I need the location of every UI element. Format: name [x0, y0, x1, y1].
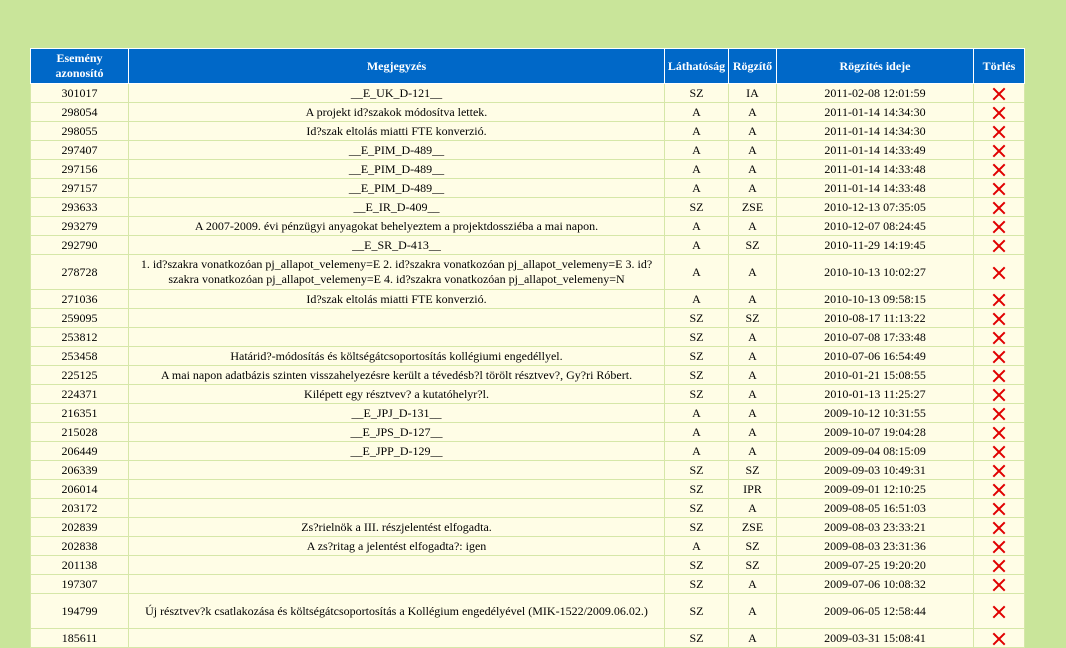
header-delete: Törlés [974, 49, 1025, 84]
cell-recorder: A [729, 255, 777, 290]
cell-visibility: A [665, 103, 729, 122]
table-row [31, 499, 1025, 518]
delete-cell [974, 198, 1025, 217]
cell-recorder: SZ [729, 556, 777, 575]
delete-cell [974, 629, 1025, 648]
table-row [31, 141, 1025, 160]
table-row [31, 103, 1025, 122]
delete-cell [974, 141, 1025, 160]
cell-recorded-time: 2009-06-05 12:58:44 [777, 594, 974, 629]
cell-event-id: 225125 [31, 366, 129, 385]
cell-recorded-time: 2009-10-12 10:31:55 [777, 404, 974, 423]
cell-recorded-time: 2010-08-17 11:13:22 [777, 309, 974, 328]
cell-recorder: A [729, 385, 777, 404]
delete-x-icon[interactable] [992, 266, 1006, 280]
cell-recorder: A [729, 347, 777, 366]
cell-note [129, 499, 665, 518]
cell-recorded-time: 2009-07-25 19:20:20 [777, 556, 974, 575]
delete-x-icon[interactable] [992, 605, 1006, 619]
cell-visibility: A [665, 442, 729, 461]
cell-note [129, 575, 665, 594]
cell-note: 1. id?szakra vonatkozóan pj_allapot_velemeny=E 2. id?szakra vonatkozóan pj_allapot_velemeny=E 3. id?szakra vonatkozóan pj_allapot_velemeny=E 4. id?szakra vonatkozóan pj_allapot_velemeny=N [129, 255, 665, 290]
cell-visibility: SZ [665, 84, 729, 103]
cell-visibility: SZ [665, 461, 729, 480]
cell-visibility: SZ [665, 366, 729, 385]
cell-event-id: 203172 [31, 499, 129, 518]
delete-cell [974, 347, 1025, 366]
cell-visibility: SZ [665, 575, 729, 594]
delete-cell [974, 179, 1025, 198]
delete-x-icon[interactable] [992, 350, 1006, 364]
table-row [31, 255, 1025, 290]
cell-note [129, 556, 665, 575]
cell-visibility: SZ [665, 518, 729, 537]
cell-note: A mai napon adatbázis szinten visszahelyezésre került a tévedésb?l törölt résztvev?, Gy?ri Róbert. [129, 366, 665, 385]
cell-recorded-time: 2009-08-03 23:31:36 [777, 537, 974, 556]
delete-cell [974, 537, 1025, 556]
cell-recorder: A [729, 160, 777, 179]
cell-note: Zs?rielnök a III. részjelentést elfogadta. [129, 518, 665, 537]
cell-note: A zs?ritag a jelentést elfogadta?: igen [129, 537, 665, 556]
cell-recorder: A [729, 103, 777, 122]
delete-cell [974, 404, 1025, 423]
cell-note [129, 461, 665, 480]
cell-recorded-time: 2010-10-13 10:02:27 [777, 255, 974, 290]
delete-cell [974, 103, 1025, 122]
cell-visibility: A [665, 160, 729, 179]
cell-recorded-time: 2010-07-08 17:33:48 [777, 328, 974, 347]
cell-recorded-time: 2010-07-06 16:54:49 [777, 347, 974, 366]
cell-note: __E_PIM_D-489__ [129, 160, 665, 179]
table-row [31, 594, 1025, 629]
cell-recorded-time: 2009-09-01 12:10:25 [777, 480, 974, 499]
delete-x-icon[interactable] [992, 388, 1006, 402]
cell-event-id: 253812 [31, 328, 129, 347]
delete-cell [974, 236, 1025, 255]
delete-x-icon[interactable] [992, 182, 1006, 196]
delete-cell [974, 499, 1025, 518]
cell-recorder: A [729, 499, 777, 518]
cell-recorded-time: 2009-10-07 19:04:28 [777, 423, 974, 442]
delete-cell [974, 366, 1025, 385]
delete-x-icon[interactable] [992, 293, 1006, 307]
cell-note: Határid?-módosítás és költségátcsoportosítás kollégiumi engedéllyel. [129, 347, 665, 366]
cell-visibility: A [665, 122, 729, 141]
cell-event-id: 201138 [31, 556, 129, 575]
cell-recorded-time: 2009-08-05 16:51:03 [777, 499, 974, 518]
cell-recorder: A [729, 217, 777, 236]
cell-visibility: A [665, 290, 729, 309]
cell-recorded-time: 2009-08-03 23:33:21 [777, 518, 974, 537]
delete-x-icon[interactable] [992, 521, 1006, 535]
table-body [31, 84, 1025, 648]
delete-cell [974, 160, 1025, 179]
delete-x-icon[interactable] [992, 464, 1006, 478]
table-row [31, 442, 1025, 461]
table-row [31, 160, 1025, 179]
cell-visibility: SZ [665, 347, 729, 366]
cell-visibility: A [665, 141, 729, 160]
cell-visibility: SZ [665, 594, 729, 629]
cell-note: Új résztvev?k csatlakozása és költségátcsoportosítás a Kollégium engedélyével (MIK-1522/2009.06.02.) [129, 594, 665, 629]
table-row [31, 347, 1025, 366]
cell-note: __E_JPP_D-129__ [129, 442, 665, 461]
cell-recorder: A [729, 179, 777, 198]
cell-event-id: 194799 [31, 594, 129, 629]
delete-x-icon[interactable] [992, 106, 1006, 120]
cell-recorder: A [729, 122, 777, 141]
table-row [31, 423, 1025, 442]
cell-note [129, 480, 665, 499]
cell-visibility: SZ [665, 328, 729, 347]
cell-event-id: 197307 [31, 575, 129, 594]
delete-cell [974, 461, 1025, 480]
cell-event-id: 278728 [31, 255, 129, 290]
cell-visibility: A [665, 255, 729, 290]
delete-cell [974, 423, 1025, 442]
delete-cell [974, 594, 1025, 629]
delete-cell [974, 480, 1025, 499]
cell-recorded-time: 2010-01-21 15:08:55 [777, 366, 974, 385]
delete-x-icon[interactable] [992, 559, 1006, 573]
cell-visibility: SZ [665, 385, 729, 404]
delete-x-icon[interactable] [992, 239, 1006, 253]
table-row [31, 309, 1025, 328]
cell-visibility: A [665, 217, 729, 236]
cell-note: Kilépett egy résztvev? a kutatóhelyr?l. [129, 385, 665, 404]
cell-recorded-time: 2011-01-14 14:33:49 [777, 141, 974, 160]
cell-event-id: 298055 [31, 122, 129, 141]
cell-visibility: A [665, 423, 729, 442]
cell-recorded-time: 2011-01-14 14:34:30 [777, 122, 974, 141]
delete-cell [974, 122, 1025, 141]
cell-recorder: A [729, 575, 777, 594]
cell-visibility: SZ [665, 309, 729, 328]
cell-event-id: 297407 [31, 141, 129, 160]
cell-event-id: 259095 [31, 309, 129, 328]
cell-note [129, 328, 665, 347]
delete-x-icon[interactable] [992, 125, 1006, 139]
delete-cell [974, 290, 1025, 309]
table-row [31, 236, 1025, 255]
cell-recorder: A [729, 594, 777, 629]
cell-event-id: 293279 [31, 217, 129, 236]
cell-note: __E_UK_D-121__ [129, 84, 665, 103]
table-row [31, 84, 1025, 103]
cell-visibility: A [665, 404, 729, 423]
cell-recorder: SZ [729, 537, 777, 556]
table-row [31, 198, 1025, 217]
table-row [31, 217, 1025, 236]
cell-recorded-time: 2010-10-13 09:58:15 [777, 290, 974, 309]
cell-note [129, 309, 665, 328]
table-row [31, 290, 1025, 309]
table-row [31, 385, 1025, 404]
cell-event-id: 271036 [31, 290, 129, 309]
cell-recorder: SZ [729, 461, 777, 480]
cell-recorder: SZ [729, 236, 777, 255]
delete-x-icon[interactable] [992, 220, 1006, 234]
table-row [31, 366, 1025, 385]
cell-visibility: SZ [665, 499, 729, 518]
cell-note: __E_PIM_D-489__ [129, 179, 665, 198]
cell-visibility: A [665, 537, 729, 556]
cell-event-id: 297156 [31, 160, 129, 179]
delete-x-icon[interactable] [992, 502, 1006, 516]
delete-x-icon[interactable] [992, 540, 1006, 554]
cell-recorded-time: 2009-09-03 10:49:31 [777, 461, 974, 480]
cell-recorded-time: 2010-11-29 14:19:45 [777, 236, 974, 255]
cell-recorded-time: 2009-07-06 10:08:32 [777, 575, 974, 594]
cell-visibility: A [665, 179, 729, 198]
table-row [31, 404, 1025, 423]
delete-cell [974, 309, 1025, 328]
cell-event-id: 301017 [31, 84, 129, 103]
delete-x-icon[interactable] [992, 407, 1006, 421]
cell-recorded-time: 2010-01-13 11:25:27 [777, 385, 974, 404]
cell-recorder: IPR [729, 480, 777, 499]
cell-event-id: 216351 [31, 404, 129, 423]
delete-x-icon[interactable] [992, 426, 1006, 440]
cell-recorded-time: 2011-02-08 12:01:59 [777, 84, 974, 103]
events-table-container [30, 48, 1024, 648]
cell-event-id: 253458 [31, 347, 129, 366]
delete-x-icon[interactable] [992, 87, 1006, 101]
cell-recorded-time: 2009-09-04 08:15:09 [777, 442, 974, 461]
cell-recorder: A [729, 423, 777, 442]
table-row [31, 537, 1025, 556]
delete-x-icon[interactable] [992, 445, 1006, 459]
cell-event-id: 224371 [31, 385, 129, 404]
cell-event-id: 202839 [31, 518, 129, 537]
cell-note: A 2007-2009. évi pénzügyi anyagokat behelyeztem a projektdossziéba a mai napon. [129, 217, 665, 236]
cell-note: __E_SR_D-413__ [129, 236, 665, 255]
delete-cell [974, 255, 1025, 290]
cell-note: Id?szak eltolás miatti FTE konverzió. [129, 122, 665, 141]
table-row [31, 480, 1025, 499]
table-row [31, 575, 1025, 594]
delete-cell [974, 328, 1025, 347]
header-recorded-time: Rögzítés ideje [777, 49, 974, 84]
delete-x-icon[interactable] [992, 369, 1006, 383]
cell-recorder: ZSE [729, 518, 777, 537]
delete-cell [974, 385, 1025, 404]
cell-visibility: SZ [665, 629, 729, 648]
events-table [30, 48, 1025, 648]
cell-visibility: A [665, 236, 729, 255]
table-row [31, 328, 1025, 347]
cell-note: __E_PIM_D-489__ [129, 141, 665, 160]
delete-x-icon[interactable] [992, 331, 1006, 345]
header-event-id: Esemény azonosító [31, 49, 129, 84]
delete-cell [974, 217, 1025, 236]
cell-event-id: 215028 [31, 423, 129, 442]
delete-x-icon[interactable] [992, 163, 1006, 177]
cell-recorder: A [729, 141, 777, 160]
header-note: Megjegyzés [129, 49, 665, 84]
cell-recorder: A [729, 290, 777, 309]
cell-recorded-time: 2011-01-14 14:34:30 [777, 103, 974, 122]
cell-recorder: A [729, 629, 777, 648]
header-recorder: Rögzítő [729, 49, 777, 84]
cell-recorder: IA [729, 84, 777, 103]
cell-note: __E_IR_D-409__ [129, 198, 665, 217]
cell-event-id: 298054 [31, 103, 129, 122]
cell-recorded-time: 2009-03-31 15:08:41 [777, 629, 974, 648]
delete-cell [974, 556, 1025, 575]
table-row [31, 518, 1025, 537]
cell-note: A projekt id?szakok módosítva lettek. [129, 103, 665, 122]
table-row [31, 179, 1025, 198]
cell-note: __E_JPJ_D-131__ [129, 404, 665, 423]
cell-event-id: 185611 [31, 629, 129, 648]
cell-recorder: A [729, 366, 777, 385]
cell-note [129, 629, 665, 648]
cell-recorder: ZSE [729, 198, 777, 217]
cell-note: Id?szak eltolás miatti FTE konverzió. [129, 290, 665, 309]
cell-recorded-time: 2011-01-14 14:33:48 [777, 179, 974, 198]
cell-recorder: A [729, 404, 777, 423]
cell-recorder: A [729, 328, 777, 347]
delete-x-icon[interactable] [992, 578, 1006, 592]
cell-event-id: 297157 [31, 179, 129, 198]
cell-visibility: SZ [665, 198, 729, 217]
cell-recorder: A [729, 442, 777, 461]
header-visibility: Láthatóság [665, 49, 729, 84]
cell-event-id: 206014 [31, 480, 129, 499]
cell-recorded-time: 2011-01-14 14:33:48 [777, 160, 974, 179]
delete-x-icon[interactable] [992, 144, 1006, 158]
delete-x-icon[interactable] [992, 201, 1006, 215]
delete-cell [974, 442, 1025, 461]
delete-cell [974, 575, 1025, 594]
cell-visibility: SZ [665, 556, 729, 575]
cell-recorder: SZ [729, 309, 777, 328]
delete-x-icon[interactable] [992, 312, 1006, 326]
cell-visibility: SZ [665, 480, 729, 499]
table-header-row [31, 49, 1025, 84]
table-row [31, 461, 1025, 480]
cell-event-id: 206339 [31, 461, 129, 480]
delete-cell [974, 84, 1025, 103]
cell-event-id: 292790 [31, 236, 129, 255]
delete-x-icon[interactable] [992, 483, 1006, 497]
cell-recorded-time: 2010-12-13 07:35:05 [777, 198, 974, 217]
cell-note: __E_JPS_D-127__ [129, 423, 665, 442]
delete-cell [974, 518, 1025, 537]
table-row [31, 629, 1025, 648]
table-row [31, 122, 1025, 141]
cell-event-id: 202838 [31, 537, 129, 556]
cell-event-id: 293633 [31, 198, 129, 217]
cell-event-id: 206449 [31, 442, 129, 461]
table-row [31, 556, 1025, 575]
cell-recorded-time: 2010-12-07 08:24:45 [777, 217, 974, 236]
